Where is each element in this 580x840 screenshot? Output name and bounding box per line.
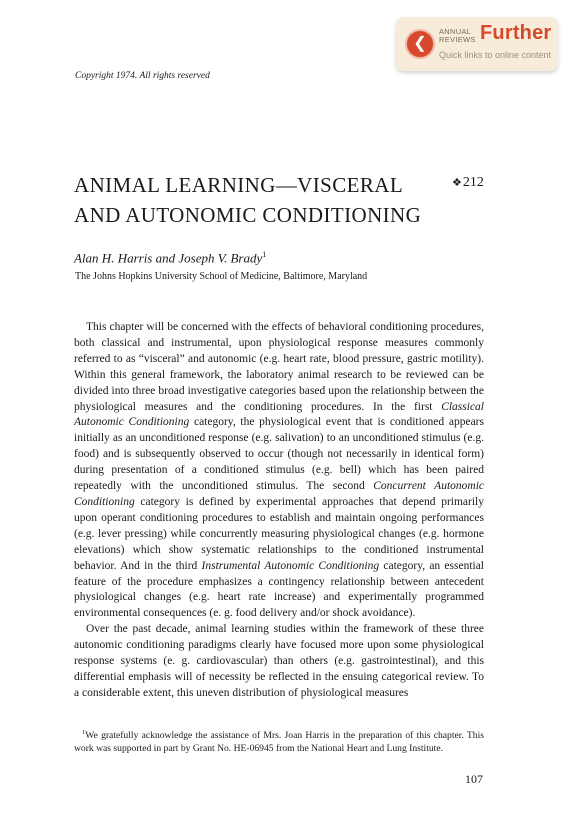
- article-body: [74, 320, 484, 702]
- article-title: [74, 170, 454, 230]
- quick-links-label[interactable]: Quick links to online content: [439, 50, 552, 60]
- title-line-1: ANIMAL LEARNING—VISCERAL: [74, 173, 404, 197]
- chapter-number: ❖212: [452, 175, 484, 190]
- annual-reviews-logo: ANNUAL REVIEWS: [439, 27, 476, 44]
- paragraph-1: This chapter will be concerned with the effects of behavioral conditioning procedures, both classical and instrumental, upon physiological response measures commonly referred to as “visceral” and autonomic (e.g. heart rate, blood pressure, gastric motility). Within this general framework, the laboratory animal research to be reviewed can be divided into three broad investigative categories based upon the relationship between the physiological measures and the conditioning procedures. In the first Classical Autonomic Conditioning category, the physiological event that is conditioned appears initially as an unconditioned response (e.g. salivation) to an unconditioned stimulus (e.g. food) and is subsequently observed to occur (though not necessarily in identical form) during presentation of a conditioned stimulus (e.g. bell) which has been paired repeatedly with the unconditioned stimulus. The second Concurrent Autonomic Conditioning category is defined by experimental approaches that depend primarily upon operant conditioning procedures to establish and maintain ongoing performances (e.g. lever pressing) while concurrently measuring physiological changes (e.g. hormone elevations) which show systematic relationships to the conditioned instrumental behavior. And in the third Instrumental Autonomic Conditioning category, an essential feature of the procedure emphasizes a contingency relationship between antecedent physiological changes (e.g. heart rate increase) and experimentally programmed environmental consequences (e. g. food delivery and/or shock avoidance).: [74, 321, 485, 620]
- page-number: 107: [465, 772, 483, 786]
- author-footnote-mark[interactable]: 1: [262, 250, 267, 259]
- further-label[interactable]: Further: [480, 22, 552, 44]
- diamond-icon: ❖: [452, 177, 462, 189]
- footnote: [74, 727, 484, 755]
- copyright-notice: Copyright 1974. All rights reserved: [75, 71, 210, 81]
- title-line-2: AND AUTONOMIC CONDITIONING: [74, 203, 422, 227]
- affiliation: The Johns Hopkins University School of Medicine, Baltimore, Maryland: [75, 271, 368, 282]
- further-badge[interactable]: [396, 17, 558, 71]
- authors: Alan H. Harris and Joseph V. Brady$^1$: [74, 250, 267, 266]
- further-play-icon[interactable]: ❮: [405, 29, 435, 59]
- footnote-text: We gratefully acknowledge the assistance of Mrs. Joan Harris in the preparation of this chapter. This work was supported in part by Grant No. HE-06945 from the National Heart and Lung Institute.: [74, 730, 484, 754]
- footnote-mark: 1: [82, 729, 86, 736]
- paragraph-2: Over the past decade, animal learning studies within the framework of these three autonomic conditioning paradigms clearly have focused more upon some physiological response systems (e. g. cardiovascular) than others (e.g. gastrointestinal), and this differential emphasis will of necessity be reflected in the ensuing categorical review. To a considerable extent, this uneven distribution of physiological measures: [74, 623, 484, 699]
